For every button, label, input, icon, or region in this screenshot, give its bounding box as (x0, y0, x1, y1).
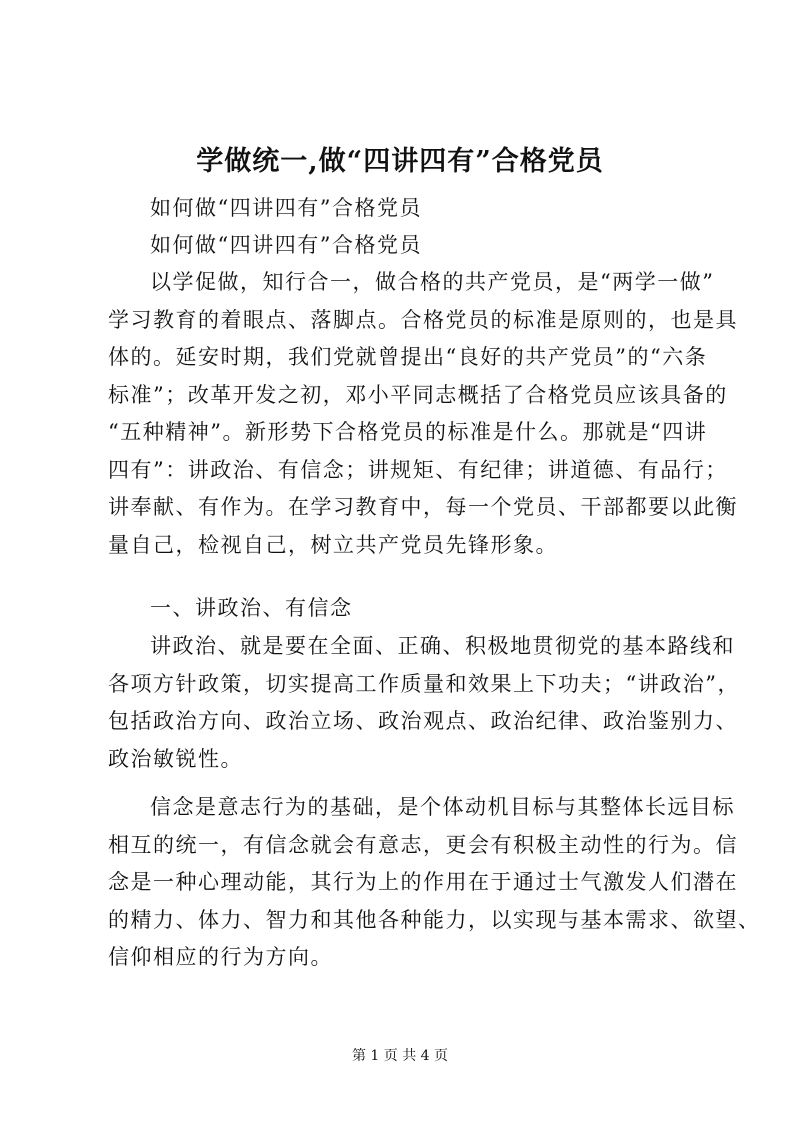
paragraph-belief (108, 789, 761, 977)
paragraph-line: 信仰相应的行为方向。 (108, 945, 333, 969)
page-number: 第 1 页 共 4 页 (351, 1048, 449, 1064)
paragraph-line: 讲奉献、有作为。在学习教育中，每一个党员、干部都要以此衡 (108, 495, 738, 519)
paragraph-line: 包括政治方向、政治立场、政治观点、政治纪律、政治鉴别力、 (108, 709, 738, 733)
paragraph-line: 学习教育的着眼点、落脚点。合格党员的标准是原则的，也是具 (108, 307, 738, 332)
section-heading: 一、讲政治、有信念 (150, 596, 353, 620)
paragraph-line: 的精力、体力、智力和其他各种能力，以实现与基本需求、欲望、 (108, 907, 761, 932)
paragraph-line: 量自己，检视自己，树立共产党员先锋形象。 (108, 532, 558, 557)
document-title: 学做统一,做“四讲四有”合格党员 (196, 146, 604, 177)
paragraph-line: 体的。延安时期，我们党就曾提出“良好的共产党员”的“六条 (108, 345, 708, 369)
paragraph-line: 四有”：讲政治、有信念；讲规矩、有纪律；讲道德、有品行； (108, 457, 728, 482)
paragraph-line: 以学促做，知行合一，做合格的共产党员，是“两学一做” (150, 270, 715, 294)
paragraph-line: 相互的统一，有信念就会有意志，更会有积极主动性的行为。信 (108, 832, 738, 857)
subtitle-line-2: 如何做“四讲四有”合格党员 (150, 233, 422, 257)
subtitle-line-1: 如何做“四讲四有”合格党员 (150, 196, 422, 220)
paragraph-line: “五种精神”。新形势下合格党员的标准是什么。那就是“四讲 (108, 420, 708, 444)
paragraph-line: 念是一种心理动能，其行为上的作用在于通过士气激发人们潜在 (108, 870, 738, 894)
paragraph-line: 标准”；改革开发之初，邓小平同志概括了合格党员应该具备的 (108, 382, 728, 407)
paragraph-line: 各项方针政策，切实提高工作质量和效果上下功夫；“讲政治”， (108, 671, 740, 696)
paragraph-line: 信念是意志行为的基础，是个体动机目标与其整体长远目标 (150, 795, 735, 819)
paragraph-politics (108, 628, 740, 778)
paragraph-intro (108, 264, 738, 564)
paragraph-line: 讲政治、就是要在全面、正确、积极地贯彻党的基本路线和 (150, 634, 735, 658)
paragraph-line: 政治敏锐性。 (108, 746, 243, 771)
